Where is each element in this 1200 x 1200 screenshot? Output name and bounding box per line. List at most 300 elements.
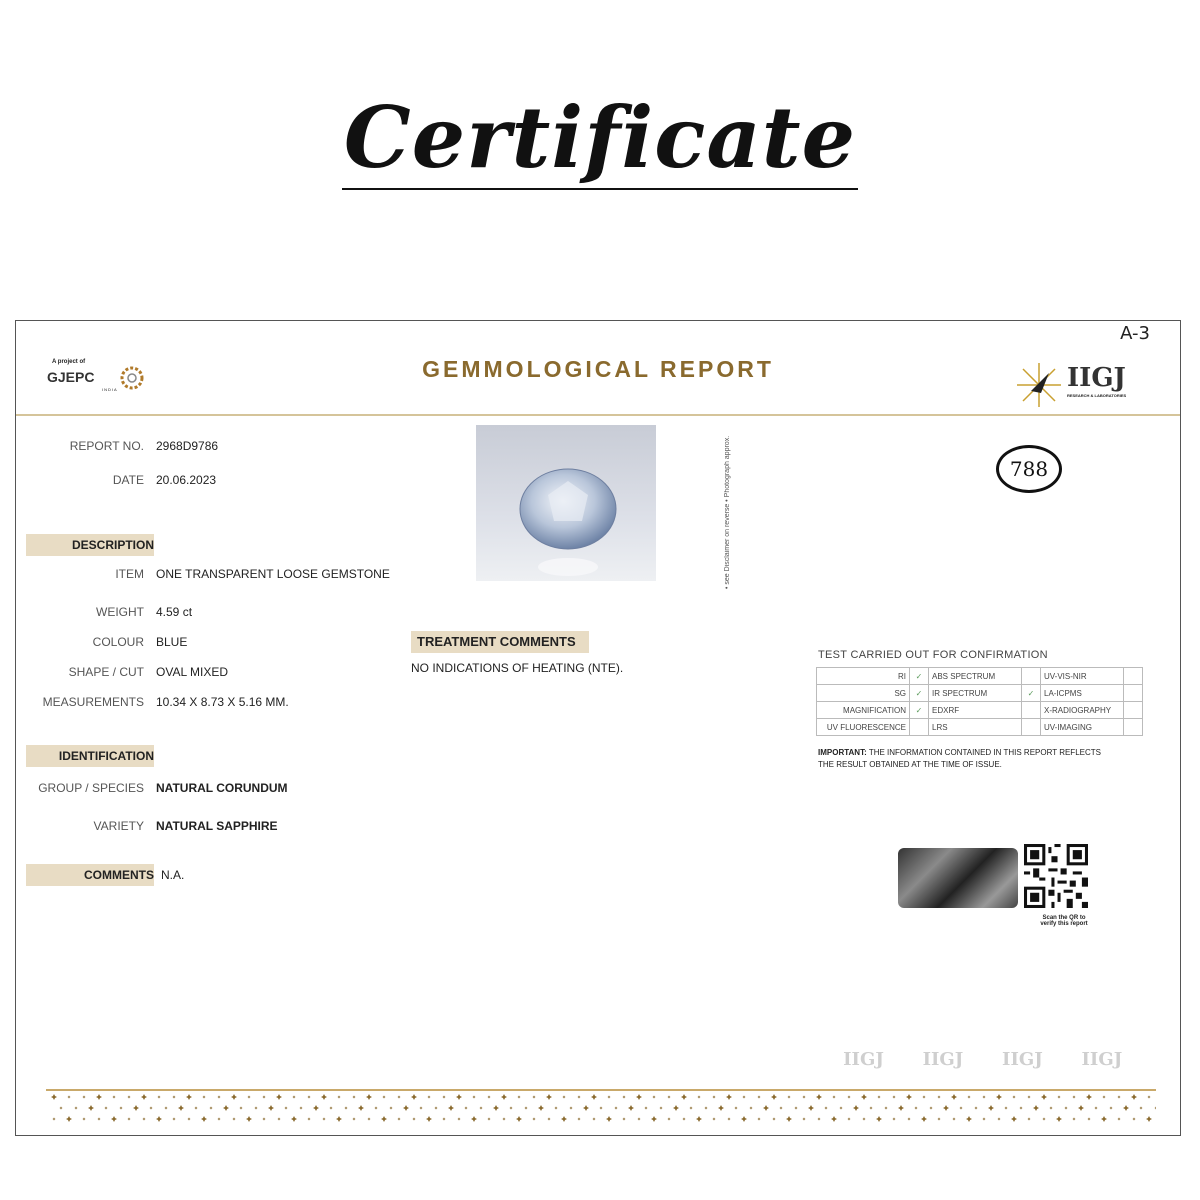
report-no-value: 2968D9786 — [156, 439, 219, 453]
star-icon — [892, 1117, 895, 1120]
star-icon — [561, 1116, 567, 1122]
star-icon — [922, 1095, 925, 1098]
star-icon — [299, 1106, 302, 1109]
test-tick: ✓ — [910, 702, 929, 719]
star-icon — [696, 1116, 702, 1122]
star-icon — [712, 1117, 715, 1120]
star-icon — [322, 1117, 325, 1120]
measurements-value: 10.34 X 8.73 X 5.16 MM. — [156, 695, 289, 709]
star-icon — [217, 1117, 220, 1120]
star-icon — [232, 1117, 235, 1120]
star-icon — [673, 1105, 679, 1111]
star-icon — [628, 1105, 634, 1111]
gemstone-image — [476, 425, 656, 581]
star-icon — [411, 1094, 417, 1100]
test-cell: UV FLUORESCENCE — [817, 719, 910, 736]
star-icon — [853, 1105, 859, 1111]
star-icon — [82, 1117, 85, 1120]
star-icon — [546, 1094, 552, 1100]
star-icon — [493, 1105, 499, 1111]
star-icon — [681, 1094, 687, 1100]
photo-disclaimer: • see Disclaimer on reverse • Photograph approx. — [724, 435, 731, 589]
star-icon — [501, 1094, 507, 1100]
treatment-value: NO INDICATIONS OF HEATING (NTE). — [411, 661, 624, 675]
star-icon — [321, 1094, 327, 1100]
star-icon — [1027, 1095, 1030, 1098]
star-icon — [682, 1117, 685, 1120]
star-icon — [1078, 1105, 1084, 1111]
watermark-logo: IIGJ — [1002, 1049, 1043, 1070]
star-icon — [1117, 1095, 1120, 1098]
star-icon — [82, 1095, 85, 1098]
star-icon — [959, 1106, 962, 1109]
star-icon — [442, 1095, 445, 1098]
star-icon — [231, 1094, 237, 1100]
star-icon — [502, 1117, 505, 1120]
star-icon — [178, 1105, 184, 1111]
star-icon — [697, 1095, 700, 1098]
star-icon — [389, 1106, 392, 1109]
iigj-sunburst-icon — [1015, 361, 1063, 409]
table-row — [817, 668, 1143, 685]
star-icon — [1072, 1095, 1075, 1098]
star-icon — [367, 1117, 370, 1120]
star-icon — [262, 1117, 265, 1120]
star-icon — [824, 1106, 827, 1109]
star-icon — [569, 1106, 572, 1109]
test-cell: ABS SPECTRUM — [929, 668, 1022, 685]
star-icon — [982, 1095, 985, 1098]
handwritten-number: 788 — [996, 445, 1062, 493]
group-value: NATURAL CORUNDUM — [156, 781, 288, 795]
star-icon — [187, 1117, 190, 1120]
star-icon — [1057, 1095, 1060, 1098]
star-icon — [1033, 1105, 1039, 1111]
star-icon — [1064, 1106, 1067, 1109]
star-icon — [1123, 1105, 1129, 1111]
table-row — [817, 702, 1143, 719]
star-icon — [142, 1117, 145, 1120]
star-icon — [988, 1105, 994, 1111]
date-label: DATE — [112, 473, 144, 487]
star-icon — [906, 1094, 912, 1100]
identification-header: IDENTIFICATION — [26, 745, 154, 767]
star-icon — [741, 1116, 747, 1122]
star-icon — [127, 1117, 130, 1120]
star-icon — [636, 1094, 642, 1100]
star-icon — [1101, 1116, 1107, 1122]
star-icon — [757, 1095, 760, 1098]
star-icon — [59, 1106, 62, 1109]
star-icon — [817, 1117, 820, 1120]
star-icon — [487, 1117, 490, 1120]
test-cell: UV-VIS-NIR — [1041, 668, 1124, 685]
measurements-label: MEASUREMENTS — [42, 695, 144, 709]
star-icon — [802, 1117, 805, 1120]
comments-header: COMMENTS — [26, 864, 154, 886]
item-value: ONE TRANSPARENT LOOSE GEMSTONE — [156, 567, 390, 581]
star-icon — [397, 1117, 400, 1120]
star-icon — [718, 1105, 724, 1111]
star-icon — [223, 1105, 229, 1111]
star-icon — [914, 1106, 917, 1109]
star-icon — [456, 1094, 462, 1100]
test-tick: ✓ — [910, 668, 929, 685]
star-icon — [381, 1116, 387, 1122]
star-icon — [1056, 1116, 1062, 1122]
star-icon — [209, 1106, 212, 1109]
certificate — [15, 320, 1181, 1136]
shape-label: SHAPE / CUT — [68, 665, 144, 679]
star-icon — [749, 1106, 752, 1109]
star-icon — [51, 1094, 57, 1100]
star-icon — [907, 1117, 910, 1120]
star-icon — [246, 1116, 252, 1122]
star-icon — [52, 1117, 55, 1120]
star-icon — [929, 1106, 932, 1109]
star-icon — [622, 1095, 625, 1098]
star-icon — [554, 1106, 557, 1109]
variety-label: VARIETY — [93, 819, 144, 833]
star-icon — [1072, 1117, 1075, 1120]
star-icon — [591, 1094, 597, 1100]
star-icon — [471, 1116, 477, 1122]
test-cell: EDXRF — [929, 702, 1022, 719]
star-icon — [726, 1094, 732, 1100]
star-icon — [974, 1106, 977, 1109]
star-icon — [577, 1095, 580, 1098]
corner-mark: A-3 — [1120, 323, 1150, 344]
table-row — [817, 685, 1143, 702]
decorative-border-band — [46, 1089, 1156, 1129]
star-icon — [644, 1106, 647, 1109]
star-icon — [832, 1095, 835, 1098]
test-tick — [1022, 719, 1041, 736]
star-icon — [509, 1106, 512, 1109]
weight-label: WEIGHT — [96, 605, 144, 619]
star-icon — [734, 1106, 737, 1109]
star-icon — [366, 1094, 372, 1100]
star-icon — [607, 1095, 610, 1098]
star-icon — [652, 1095, 655, 1098]
group-label: GROUP / SPECIES — [38, 781, 144, 795]
star-icon — [524, 1106, 527, 1109]
star-icon — [201, 1116, 207, 1122]
star-icon — [779, 1106, 782, 1109]
star-icon — [1109, 1106, 1112, 1109]
tests-table — [816, 667, 1143, 736]
report-no-label: REPORT NO. — [69, 439, 144, 453]
star-icon — [419, 1106, 422, 1109]
test-tick — [1022, 702, 1041, 719]
variety-value: NATURAL SAPPHIRE — [156, 819, 278, 833]
star-icon — [442, 1117, 445, 1120]
star-icon — [877, 1095, 880, 1098]
star-icon — [937, 1117, 940, 1120]
weight-value: 4.59 ct — [156, 605, 193, 619]
star-icon — [951, 1094, 957, 1100]
star-icon — [1011, 1116, 1017, 1122]
test-tick — [1124, 719, 1143, 736]
star-icon — [382, 1095, 385, 1098]
star-icon — [127, 1095, 130, 1098]
star-icon — [1147, 1095, 1150, 1098]
colour-label: COLOUR — [92, 635, 144, 649]
star-icon — [952, 1117, 955, 1120]
star-icon — [884, 1106, 887, 1109]
star-icon — [112, 1095, 115, 1098]
star-icon — [667, 1117, 670, 1120]
star-icon — [247, 1095, 250, 1098]
star-icon — [268, 1105, 274, 1111]
star-icon — [742, 1095, 745, 1098]
star-icon — [448, 1105, 454, 1111]
shape-value: OVAL MIXED — [156, 665, 229, 679]
star-icon — [538, 1105, 544, 1111]
watermark-logo: IIGJ — [1081, 1049, 1123, 1070]
gemstone-photo — [476, 425, 656, 581]
star-icon — [186, 1094, 192, 1100]
star-icon — [426, 1116, 432, 1122]
heading-text: Certificate — [342, 88, 858, 190]
star-icon — [772, 1117, 775, 1120]
test-cell: UV-IMAGING — [1041, 719, 1124, 736]
comments-value: N.A. — [161, 868, 185, 882]
star-icon — [262, 1095, 265, 1098]
star-icon — [982, 1117, 985, 1120]
star-icon — [172, 1095, 175, 1098]
important-label: IMPORTANT: — [818, 748, 867, 757]
star-icon — [217, 1095, 220, 1098]
page-heading — [0, 88, 1200, 190]
gjepc-tagline: A project of — [52, 359, 86, 365]
star-icon — [457, 1117, 460, 1120]
star-icon — [712, 1095, 715, 1098]
star-icon — [583, 1105, 589, 1111]
star-icon — [892, 1095, 895, 1098]
star-icon — [898, 1105, 904, 1111]
star-icon — [997, 1117, 1000, 1120]
test-cell: MAGNIFICATION — [817, 702, 910, 719]
date-value: 20.06.2023 — [156, 473, 217, 487]
star-icon — [637, 1117, 640, 1120]
test-tick — [1124, 702, 1143, 719]
star-icon — [88, 1105, 94, 1111]
star-icon — [771, 1094, 777, 1100]
star-icon — [659, 1106, 662, 1109]
star-icon — [434, 1106, 437, 1109]
star-icon — [532, 1117, 535, 1120]
star-icon — [562, 1095, 565, 1098]
test-cell: IR SPECTRUM — [929, 685, 1022, 702]
star-icon — [313, 1105, 319, 1111]
star-icon — [1049, 1106, 1052, 1109]
star-icon — [111, 1116, 117, 1122]
star-icon — [149, 1106, 152, 1109]
star-icon — [1086, 1094, 1092, 1100]
star-icon — [1132, 1117, 1135, 1120]
star-icon — [352, 1117, 355, 1120]
star-icon — [97, 1117, 100, 1120]
star-icon — [802, 1095, 805, 1098]
star-icon — [412, 1117, 415, 1120]
star-icon — [1041, 1094, 1047, 1100]
item-label: ITEM — [115, 567, 144, 581]
star-icon — [921, 1116, 927, 1122]
watermark-logo: IIGJ — [843, 1049, 884, 1070]
star-pattern — [46, 1089, 1156, 1129]
star-icon — [996, 1094, 1002, 1100]
report-title: GEMMOLOGICAL REPORT — [422, 356, 774, 382]
star-icon — [937, 1095, 940, 1098]
star-icon — [1094, 1106, 1097, 1109]
star-icon — [1087, 1117, 1090, 1120]
star-icon — [966, 1116, 972, 1122]
star-icon — [239, 1106, 242, 1109]
star-icon — [358, 1105, 364, 1111]
star-icon — [943, 1105, 949, 1111]
table-row — [817, 719, 1143, 736]
star-icon — [427, 1095, 430, 1098]
star-icon — [847, 1117, 850, 1120]
star-icon — [397, 1095, 400, 1098]
test-tick — [1124, 668, 1143, 685]
star-icon — [336, 1116, 342, 1122]
star-icon — [577, 1117, 580, 1120]
star-icon — [757, 1117, 760, 1120]
test-cell: X-RADIOGRAPHY — [1041, 702, 1124, 719]
star-icon — [862, 1117, 865, 1120]
star-icon — [532, 1095, 535, 1098]
star-icon — [1042, 1117, 1045, 1120]
star-icon — [592, 1117, 595, 1120]
star-icon — [403, 1105, 409, 1111]
star-icon — [704, 1106, 707, 1109]
star-icon — [517, 1095, 520, 1098]
star-icon — [1019, 1106, 1022, 1109]
star-icon — [1139, 1106, 1142, 1109]
star-icon — [599, 1106, 602, 1109]
star-icon — [1146, 1116, 1152, 1122]
star-icon — [133, 1105, 139, 1111]
scan-text: Scan the QR to verify this report — [1040, 915, 1088, 927]
treatment-header: TREATMENT COMMENTS — [411, 631, 589, 653]
star-icon — [472, 1095, 475, 1098]
watermark-row — [826, 1049, 1166, 1083]
star-icon — [763, 1105, 769, 1111]
iigj-logo — [1015, 351, 1150, 409]
test-tick — [1022, 668, 1041, 685]
star-icon — [292, 1095, 295, 1098]
star-icon — [464, 1106, 467, 1109]
test-tick: ✓ — [1022, 685, 1041, 702]
star-icon — [172, 1117, 175, 1120]
hologram-sticker — [898, 848, 1018, 908]
star-icon — [104, 1106, 107, 1109]
star-icon — [284, 1106, 287, 1109]
star-icon — [119, 1106, 122, 1109]
star-icon — [547, 1117, 550, 1120]
star-icon — [1117, 1117, 1120, 1120]
star-icon — [606, 1116, 612, 1122]
star-icon — [808, 1105, 814, 1111]
star-icon — [816, 1094, 822, 1100]
important-text: THE INFORMATION CONTAINED IN THIS REPORT REFLECTS THE RESULT OBTAINED AT THE TIME OF ISSUE. — [818, 748, 1101, 769]
star-icon — [861, 1094, 867, 1100]
star-icon — [1154, 1106, 1156, 1109]
test-tick — [1124, 685, 1143, 702]
header-divider — [16, 414, 1180, 416]
star-icon — [689, 1106, 692, 1109]
star-icon — [614, 1106, 617, 1109]
gjepc-sub: INDIA — [102, 387, 118, 392]
star-icon — [667, 1095, 670, 1098]
star-icon — [622, 1117, 625, 1120]
star-icon — [74, 1106, 77, 1109]
star-icon — [479, 1106, 482, 1109]
star-icon — [307, 1095, 310, 1098]
star-icon — [157, 1095, 160, 1098]
tests-title: TEST CARRIED OUT FOR CONFIRMATION — [818, 649, 1048, 661]
star-icon — [967, 1095, 970, 1098]
description-header: DESCRIPTION — [26, 534, 154, 556]
gjepc-name: GJEPC — [47, 369, 95, 385]
colour-value: BLUE — [156, 635, 188, 649]
star-icon — [277, 1117, 280, 1120]
star-icon — [254, 1106, 257, 1109]
star-icon — [847, 1095, 850, 1098]
star-icon — [344, 1106, 347, 1109]
iigj-sub: RESEARCH & LABORATORIES — [1067, 393, 1127, 398]
star-icon — [727, 1117, 730, 1120]
star-icon — [337, 1095, 340, 1098]
star-icon — [786, 1116, 792, 1122]
test-cell: LA-ICPMS — [1041, 685, 1124, 702]
star-icon — [329, 1106, 332, 1109]
test-cell: SG — [817, 685, 910, 702]
star-icon — [516, 1116, 522, 1122]
test-cell: LRS — [929, 719, 1022, 736]
star-icon — [164, 1106, 167, 1109]
star-icon — [1027, 1117, 1030, 1120]
star-icon — [787, 1095, 790, 1098]
star-icon — [839, 1106, 842, 1109]
star-icon — [487, 1095, 490, 1098]
test-tick: ✓ — [910, 685, 929, 702]
watermark-logo: IIGJ — [922, 1049, 964, 1070]
star-icon — [291, 1116, 297, 1122]
test-cell: RI — [817, 668, 910, 685]
star-icon — [1004, 1106, 1007, 1109]
star-icon — [1012, 1095, 1015, 1098]
star-icon — [794, 1106, 797, 1109]
star-icon — [276, 1094, 282, 1100]
qr-code-icon[interactable] — [1024, 844, 1088, 908]
star-icon — [194, 1106, 197, 1109]
star-icon — [869, 1106, 872, 1109]
star-icon — [876, 1116, 882, 1122]
star-icon — [1102, 1095, 1105, 1098]
star-icon — [1131, 1094, 1137, 1100]
star-icon — [66, 1116, 72, 1122]
star-icon — [651, 1116, 657, 1122]
star-icon — [96, 1094, 102, 1100]
important-note — [818, 747, 1108, 771]
iigj-name: IIGJ — [1067, 363, 1126, 393]
star-icon — [156, 1116, 162, 1122]
star-icon — [352, 1095, 355, 1098]
star-icon — [141, 1094, 147, 1100]
